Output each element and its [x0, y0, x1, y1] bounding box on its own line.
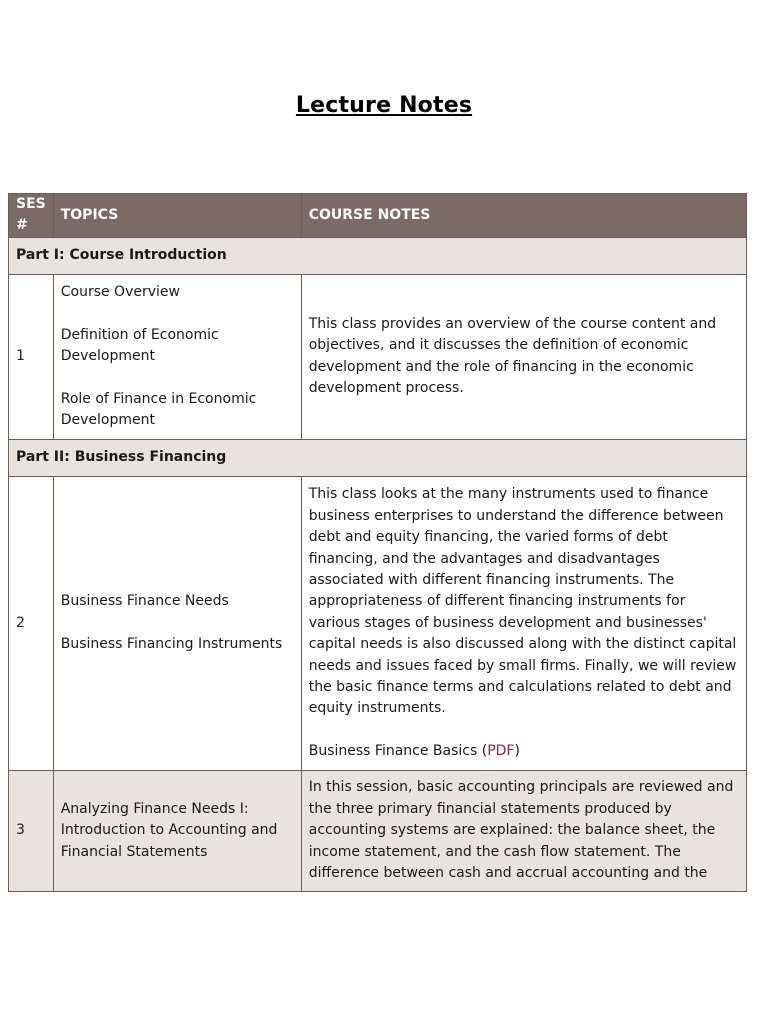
course-notes-text: This class looks at the many instruments used to finance business enterprises to understand the difference between debt and equity financing, the varied forms of debt financing, and the advantages and disadvantages associated with different financing instruments. The appropriateness of different financing instruments for various stages of business development and businesses' capital needs is also discussed along with the distinct capital needs and issues faced by small firms. Finally, we will review the basic finance terms and calculations related to debt and equity instruments.	[308, 486, 737, 717]
section-row-part-1	[9, 237, 747, 274]
ses-number: 2	[9, 476, 54, 770]
table-row	[9, 770, 747, 891]
topic: Analyzing Finance Needs I: Introduction to Accounting and Financial Statements	[60, 800, 278, 860]
topics-cell	[53, 770, 301, 891]
section-row-part-2	[9, 439, 747, 476]
pdf-link[interactable]: PDF	[487, 742, 515, 759]
course-notes-cell: In this session, basic accounting principals are reviewed and the three primary financial statements produced by accounting systems are explained: the balance sheet, the income statement, and the cash flow statement. The difference between cash and accrual accounting and the	[301, 770, 746, 891]
topic: Business Finance Needs	[60, 593, 229, 610]
table-header-row	[9, 194, 747, 238]
resource-label: Business Finance Basics (	[308, 742, 488, 759]
ses-number: 1	[9, 274, 54, 439]
topic: Course Overview	[60, 284, 180, 301]
topic: Role of Finance in Economic Development	[60, 390, 257, 428]
lecture-notes-table	[8, 193, 747, 892]
header-topics: TOPICS	[53, 194, 301, 238]
section-title: Part I: Course Introduction	[9, 237, 747, 274]
topics-cell	[53, 274, 301, 439]
section-title: Part II: Business Financing	[9, 439, 747, 476]
topic: Business Financing Instruments	[60, 635, 283, 652]
topic: Definition of Economic Development	[60, 326, 219, 365]
topics-cell	[53, 476, 301, 770]
page-title: Lecture Notes	[295, 93, 473, 118]
table-row	[9, 274, 747, 439]
resource-close: )	[514, 742, 520, 759]
course-notes-cell: This class provides an overview of the course content and objectives, and it discusses the definition of economic development and the role of financing in the economic development process.	[301, 274, 746, 439]
table-row	[9, 476, 747, 770]
resource-line	[309, 741, 739, 762]
ses-number: 3	[9, 770, 54, 891]
header-ses: SES #	[9, 194, 54, 238]
course-notes-cell	[301, 476, 746, 770]
header-course-notes: COURSE NOTES	[301, 194, 746, 238]
